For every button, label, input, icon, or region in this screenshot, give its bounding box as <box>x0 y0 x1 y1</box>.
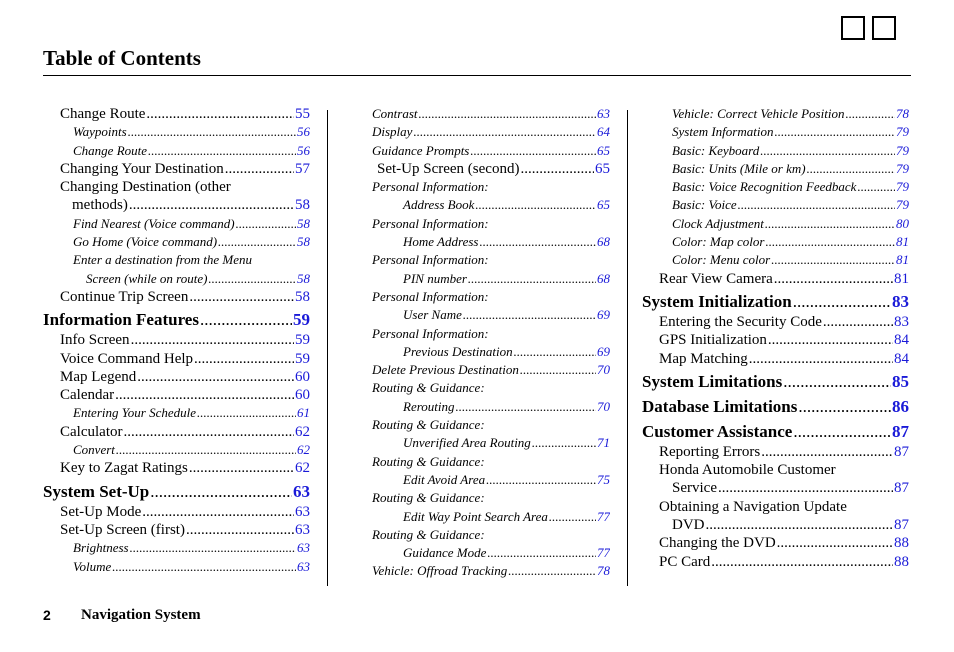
toc-entry-title: Volume <box>73 558 112 574</box>
toc-entry-title: Personal Information: <box>372 215 489 231</box>
toc-page-link[interactable]: 62 <box>297 442 310 458</box>
toc-entry-title: Calendar <box>60 387 115 404</box>
toc-entry-title: Vehicle: Offroad Tracking <box>372 563 508 579</box>
toc-entry[interactable] <box>43 270 310 288</box>
toc-entry-title: Basic: Units (Mile or km) <box>672 160 806 176</box>
toc-page-link[interactable]: 61 <box>297 405 310 421</box>
toc-entry-title: Routing & Guidance: <box>372 526 485 542</box>
toc-entry-title: System Limitations <box>642 371 783 391</box>
next-page-button[interactable] <box>872 16 896 40</box>
toc-entry-title: Set-Up Mode <box>60 503 142 520</box>
toc-entry-title: Key to Zagat Ratings <box>60 460 188 477</box>
toc-entry[interactable] <box>360 306 610 324</box>
toc-leader-dots <box>520 160 594 178</box>
toc-entry <box>360 453 610 471</box>
toc-entry[interactable] <box>43 160 310 178</box>
toc-leader-dots <box>520 361 596 379</box>
toc-leader-dots <box>479 233 596 251</box>
toc-entry-title: User Name <box>403 307 462 323</box>
toc-entry-title: GPS Initialization <box>659 332 767 349</box>
toc-entry-title: System Information <box>672 124 774 140</box>
column-divider-1 <box>327 110 328 586</box>
toc-page-link[interactable]: 59 <box>293 310 310 330</box>
toc-entry-title: Brightness <box>73 540 129 556</box>
toc-leader-dots <box>774 270 893 288</box>
toc-page-link[interactable]: 70 <box>597 362 610 378</box>
toc-entry-title: Find Nearest (Voice command) <box>73 215 235 231</box>
toc-leader-dots <box>823 313 893 331</box>
toc-entry[interactable] <box>43 142 310 160</box>
toc-entry[interactable] <box>43 404 310 422</box>
toc-entry[interactable] <box>360 471 610 489</box>
toc-leader-dots <box>711 553 893 571</box>
toc-entry-title: Routing & Guidance: <box>372 380 485 396</box>
toc-page-link[interactable]: 68 <box>597 234 610 250</box>
toc-entry[interactable] <box>43 215 310 233</box>
toc-leader-dots <box>463 306 596 324</box>
toc-entry-title: Changing Your Destination <box>60 160 224 177</box>
toc-page-link[interactable]: 79 <box>896 124 909 140</box>
toc-entry[interactable] <box>642 215 909 233</box>
toc-entry-title: Database Limitations <box>642 396 798 416</box>
toc-leader-dots <box>749 350 893 368</box>
toc-page-link[interactable]: 56 <box>297 124 310 140</box>
toc-entry-title: Personal Information: <box>372 252 489 268</box>
toc-leader-dots <box>129 196 294 214</box>
toc-entry[interactable] <box>43 459 310 477</box>
toc-entry-title: PC Card <box>659 553 711 570</box>
toc-entry-title: Edit Way Point Search Area <box>403 508 548 524</box>
toc-page-link[interactable]: 59 <box>295 332 310 349</box>
toc-entry-title: Routing & Guidance: <box>372 490 485 506</box>
toc-entry-title: Changing Destination (other <box>60 179 231 196</box>
toc-entry-title: Vehicle: Correct Vehicle Position <box>672 106 845 121</box>
toc-page-link[interactable]: 86 <box>892 396 909 416</box>
toc-leader-dots <box>857 178 895 196</box>
toc-entry[interactable] <box>642 251 909 269</box>
toc-page-link[interactable]: 69 <box>597 343 610 359</box>
toc-entry <box>360 178 610 196</box>
toc-page-link[interactable]: 65 <box>597 197 610 213</box>
toc-leader-dots <box>761 443 893 461</box>
toc-page-link[interactable]: 84 <box>894 350 909 367</box>
previous-page-button[interactable] <box>841 16 865 40</box>
toc-leader-dots <box>475 196 596 214</box>
toc-entry-title: Previous Destination <box>403 343 513 359</box>
toc-entry <box>360 379 610 397</box>
toc-entry-title: Enter a destination from the Menu <box>73 252 252 268</box>
toc-page-link[interactable]: 88 <box>894 535 909 552</box>
toc-page-link[interactable]: 63 <box>295 521 310 538</box>
toc-leader-dots <box>186 521 294 539</box>
toc-page-link[interactable]: 80 <box>896 215 909 231</box>
toc-entry <box>360 325 610 343</box>
toc-entry[interactable] <box>43 558 310 576</box>
toc-leader-dots <box>793 291 891 313</box>
toc-leader-dots <box>194 350 294 368</box>
page-title: Table of Contents <box>43 46 201 70</box>
toc-page-link[interactable]: 63 <box>293 481 310 501</box>
toc-entry[interactable] <box>642 160 909 178</box>
toc-entry[interactable] <box>360 361 610 379</box>
toc-leader-dots <box>218 233 296 251</box>
toc-entry-title: Change Route <box>73 142 148 158</box>
toc-entry[interactable] <box>360 160 610 178</box>
toc-leader-dots <box>130 539 296 557</box>
toc-entry-title: Changing the DVD <box>659 535 776 552</box>
toc-page-link[interactable]: 64 <box>597 124 610 140</box>
toc-page-link[interactable]: 79 <box>896 142 909 158</box>
title-divider <box>43 75 911 76</box>
toc-entry[interactable] <box>360 398 610 416</box>
toc-entry <box>43 251 310 269</box>
toc-entry[interactable] <box>360 562 610 580</box>
toc-leader-dots <box>718 479 893 497</box>
toc-entry <box>642 461 909 479</box>
toc-leader-dots <box>208 270 296 288</box>
toc-leader-dots <box>200 309 292 331</box>
toc-entry[interactable] <box>360 544 610 562</box>
toc-leader-dots <box>419 105 596 123</box>
toc-page-link[interactable]: 55 <box>295 106 310 122</box>
toc-entry-title: Guidance Prompts <box>372 142 470 158</box>
toc-leader-dots <box>514 343 596 361</box>
toc-page-link[interactable]: 63 <box>297 540 310 556</box>
toc-leader-dots <box>470 142 596 160</box>
toc-entry <box>360 288 610 306</box>
toc-page-link[interactable]: 88 <box>894 553 909 570</box>
toc-entry-title: Delete Previous Destination <box>372 362 519 378</box>
toc-leader-dots <box>112 558 296 576</box>
toc-entry-title: Voice Command Help <box>60 350 194 367</box>
toc-entry-title: Calculator <box>60 423 123 440</box>
toc-page-link[interactable]: 81 <box>896 234 909 250</box>
toc-section-heading[interactable] <box>43 309 310 331</box>
toc-page-link[interactable]: 63 <box>297 558 310 574</box>
toc-leader-dots <box>807 160 895 178</box>
toc-leader-dots <box>146 105 294 123</box>
toc-page-link[interactable]: 79 <box>896 179 909 195</box>
toc-entry-title: Basic: Voice Recognition Feedback <box>672 179 857 195</box>
toc-entry-title: Set-Up Screen (first) <box>60 521 185 538</box>
toc-entry[interactable] <box>642 313 909 331</box>
toc-leader-dots <box>798 396 891 418</box>
toc-entry-title: Display <box>372 124 413 140</box>
toc-entry[interactable] <box>43 423 310 441</box>
toc-leader-dots <box>487 544 596 562</box>
toc-page-link[interactable]: 87 <box>894 443 909 460</box>
toc-entry <box>360 215 610 233</box>
toc-entry[interactable] <box>360 196 610 214</box>
toc-entry-title: Customer Assistance <box>642 421 793 441</box>
toc-section-heading[interactable] <box>642 421 909 443</box>
toc-entry[interactable] <box>360 434 610 452</box>
toc-page-link[interactable]: 87 <box>894 517 909 534</box>
toc-page-link[interactable]: 87 <box>894 480 909 497</box>
toc-page-link[interactable]: 77 <box>597 508 610 524</box>
toc-entry[interactable] <box>642 350 909 368</box>
toc-page-link[interactable]: 58 <box>295 288 310 305</box>
toc-leader-dots <box>765 215 895 233</box>
toc-entry[interactable] <box>360 123 610 141</box>
toc-entry-title: Service <box>672 480 717 497</box>
toc-entry[interactable] <box>43 105 310 123</box>
toc-entry-title: Routing & Guidance: <box>372 453 485 469</box>
toc-entry[interactable] <box>43 441 310 459</box>
toc-entry[interactable] <box>360 508 610 526</box>
toc-entry[interactable] <box>642 270 909 288</box>
toc-entry-title: System Set-Up <box>43 481 150 501</box>
toc-column-3 <box>642 105 909 571</box>
toc-entry[interactable] <box>360 142 610 160</box>
toc-entry <box>642 498 909 516</box>
toc-entry-title: PIN number <box>403 270 467 286</box>
toc-leader-dots <box>115 386 294 404</box>
toc-page-link[interactable]: 79 <box>896 160 909 176</box>
toc-page-link[interactable]: 85 <box>892 371 909 391</box>
toc-page-link[interactable]: 70 <box>597 398 610 414</box>
toc-entry-title: Screen (while on route) <box>86 270 208 286</box>
toc-page-link[interactable]: 78 <box>896 106 909 121</box>
toc-entry-title: Obtaining a Navigation Update <box>659 498 847 515</box>
toc-entry[interactable] <box>642 534 909 552</box>
toc-entry[interactable] <box>360 105 610 123</box>
toc-leader-dots <box>123 423 294 441</box>
toc-entry[interactable] <box>43 539 310 557</box>
toc-leader-dots <box>456 398 596 416</box>
toc-entry-title: Color: Menu color <box>672 252 771 268</box>
toc-entry[interactable] <box>43 350 310 368</box>
toc-entry[interactable] <box>642 123 909 141</box>
toc-leader-dots <box>738 196 895 214</box>
toc-leader-dots <box>783 371 891 393</box>
toc-entry-title: Continue Trip Screen <box>60 288 189 305</box>
toc-leader-dots <box>793 421 891 443</box>
toc-section-heading[interactable] <box>642 291 909 313</box>
toc-entry <box>43 178 310 196</box>
toc-entry-title: Personal Information: <box>372 288 489 304</box>
toc-entry[interactable] <box>642 105 909 123</box>
toc-entry-title: Contrast <box>372 106 418 121</box>
toc-page-link[interactable]: 60 <box>295 368 310 385</box>
toc-page-link[interactable]: 63 <box>597 106 610 121</box>
toc-leader-dots <box>148 142 296 160</box>
toc-entry <box>360 251 610 269</box>
toc-page-link[interactable]: 56 <box>297 142 310 158</box>
toc-entry-title: Personal Information: <box>372 325 489 341</box>
toc-entry-title: Clock Adjustment <box>672 215 764 231</box>
toc-page-link[interactable]: 83 <box>894 313 909 330</box>
toc-leader-dots <box>137 368 294 386</box>
toc-leader-dots <box>777 534 893 552</box>
toc-entry-title: Rerouting <box>403 398 455 414</box>
toc-entry-title: Unverified Area Routing <box>403 435 531 451</box>
toc-leader-dots <box>508 562 596 580</box>
toc-entry-title: DVD <box>672 517 705 534</box>
toc-entry[interactable] <box>43 521 310 539</box>
toc-entry-title: Guidance Mode <box>403 545 487 561</box>
toc-page-link[interactable]: 69 <box>597 307 610 323</box>
toc-entry[interactable] <box>642 142 909 160</box>
toc-column-2 <box>360 105 610 581</box>
toc-page-link[interactable]: 58 <box>297 270 310 286</box>
toc-entry-title: Info Screen <box>60 332 130 349</box>
toc-entry[interactable] <box>360 270 610 288</box>
toc-leader-dots <box>486 471 596 489</box>
toc-leader-dots <box>760 142 895 160</box>
toc-leader-dots <box>706 516 894 534</box>
toc-leader-dots <box>225 160 294 178</box>
toc-entry[interactable] <box>642 331 909 349</box>
toc-leader-dots <box>413 123 596 141</box>
toc-entry-title: Address Book <box>403 197 475 213</box>
toc-entry <box>360 489 610 507</box>
toc-entry[interactable] <box>642 196 909 214</box>
toc-leader-dots <box>774 123 895 141</box>
toc-leader-dots <box>532 434 596 452</box>
toc-leader-dots <box>189 459 294 477</box>
toc-entry[interactable] <box>642 178 909 196</box>
toc-leader-dots <box>197 404 296 422</box>
toc-section-heading[interactable] <box>642 371 909 393</box>
toc-leader-dots <box>131 331 294 349</box>
footer-page-number: 2 <box>43 607 51 623</box>
toc-entry-title: Map Matching <box>659 350 748 367</box>
toc-entry-title: Reporting Errors <box>659 443 761 460</box>
toc-page-link[interactable]: 87 <box>892 421 909 441</box>
toc-entry-title: Basic: Keyboard <box>672 142 760 158</box>
toc-page-link[interactable]: 84 <box>894 332 909 349</box>
toc-page-link[interactable]: 62 <box>295 460 310 477</box>
toc-entry-title: Entering Your Schedule <box>73 405 197 421</box>
toc-entry[interactable] <box>360 233 610 251</box>
toc-entry-title: Color: Map color <box>672 234 765 250</box>
toc-page-link[interactable]: 63 <box>295 503 310 520</box>
toc-leader-dots <box>549 508 596 526</box>
toc-section-heading[interactable] <box>642 396 909 418</box>
toc-leader-dots <box>116 441 296 459</box>
toc-leader-dots <box>765 233 895 251</box>
toc-section-heading[interactable] <box>43 481 310 503</box>
toc-entry-title: Set-Up Screen (second) <box>377 160 520 177</box>
toc-leader-dots <box>236 215 296 233</box>
toc-entry-title: Home Address <box>403 234 479 250</box>
toc-entry-title: Rear View Camera <box>659 270 773 287</box>
toc-leader-dots <box>771 251 895 269</box>
toc-page-link[interactable]: 83 <box>892 291 909 311</box>
toc-page-link[interactable]: 58 <box>297 234 310 250</box>
toc-entry[interactable] <box>43 196 310 214</box>
toc-page-link[interactable]: 62 <box>295 423 310 440</box>
toc-page-link[interactable]: 59 <box>295 350 310 367</box>
toc-page-link[interactable]: 81 <box>896 252 909 268</box>
toc-page-link[interactable]: 57 <box>295 160 310 177</box>
toc-entry-title: Routing & Guidance: <box>372 417 485 433</box>
toc-entry-title: Convert <box>73 442 115 458</box>
toc-entry[interactable] <box>43 123 310 141</box>
toc-entry[interactable] <box>642 553 909 571</box>
toc-entry[interactable] <box>43 368 310 386</box>
column-divider-2 <box>627 110 628 586</box>
toc-page-link[interactable]: 78 <box>597 563 610 579</box>
toc-entry-title: Basic: Voice <box>672 197 737 213</box>
toc-entry-title: Entering the Security Code <box>659 313 822 330</box>
toc-page-link[interactable]: 68 <box>597 270 610 286</box>
toc-entry-title: Personal Information: <box>372 179 489 195</box>
toc-entry-title: System Initialization <box>642 291 792 311</box>
toc-entry-title: Waypoints <box>73 124 127 140</box>
toc-entry[interactable] <box>43 386 310 404</box>
toc-entry[interactable] <box>642 479 909 497</box>
toc-entry-title: Go Home (Voice command) <box>73 234 218 250</box>
toc-entry[interactable] <box>43 233 310 251</box>
toc-entry[interactable] <box>642 516 909 534</box>
toc-leader-dots <box>189 288 294 306</box>
toc-page-link[interactable]: 65 <box>595 160 610 177</box>
toc-page-link[interactable]: 58 <box>295 197 310 214</box>
toc-entry-title: Change Route <box>60 106 146 122</box>
toc-leader-dots <box>845 105 895 123</box>
toc-entry[interactable] <box>642 443 909 461</box>
toc-page-link[interactable]: 58 <box>297 215 310 231</box>
toc-entry[interactable] <box>642 233 909 251</box>
toc-entry-title: Honda Automobile Customer <box>659 462 836 479</box>
toc-column-1 <box>43 105 310 576</box>
toc-entry <box>360 526 610 544</box>
toc-entry <box>360 416 610 434</box>
toc-page-link[interactable]: 75 <box>597 471 610 487</box>
toc-leader-dots <box>150 481 292 503</box>
footer-label: Navigation System <box>81 607 201 623</box>
toc-leader-dots <box>128 123 296 141</box>
toc-entry-title: Map Legend <box>60 368 137 385</box>
toc-page-link[interactable]: 71 <box>597 435 610 451</box>
toc-page-link[interactable]: 60 <box>295 387 310 404</box>
toc-page-link[interactable]: 81 <box>894 270 909 287</box>
toc-page-link[interactable]: 65 <box>597 142 610 158</box>
toc-entry[interactable] <box>43 331 310 349</box>
toc-entry[interactable] <box>360 343 610 361</box>
toc-entry[interactable] <box>43 503 310 521</box>
toc-leader-dots <box>142 503 294 521</box>
toc-leader-dots <box>768 331 893 349</box>
toc-entry-title: Information Features <box>43 310 199 330</box>
toc-leader-dots <box>468 270 596 288</box>
toc-entry-title: Edit Avoid Area <box>403 471 486 487</box>
toc-entry[interactable] <box>43 288 310 306</box>
toc-entry-title: methods) <box>72 197 128 214</box>
toc-page-link[interactable]: 77 <box>597 545 610 561</box>
toc-page-link[interactable]: 79 <box>896 197 909 213</box>
